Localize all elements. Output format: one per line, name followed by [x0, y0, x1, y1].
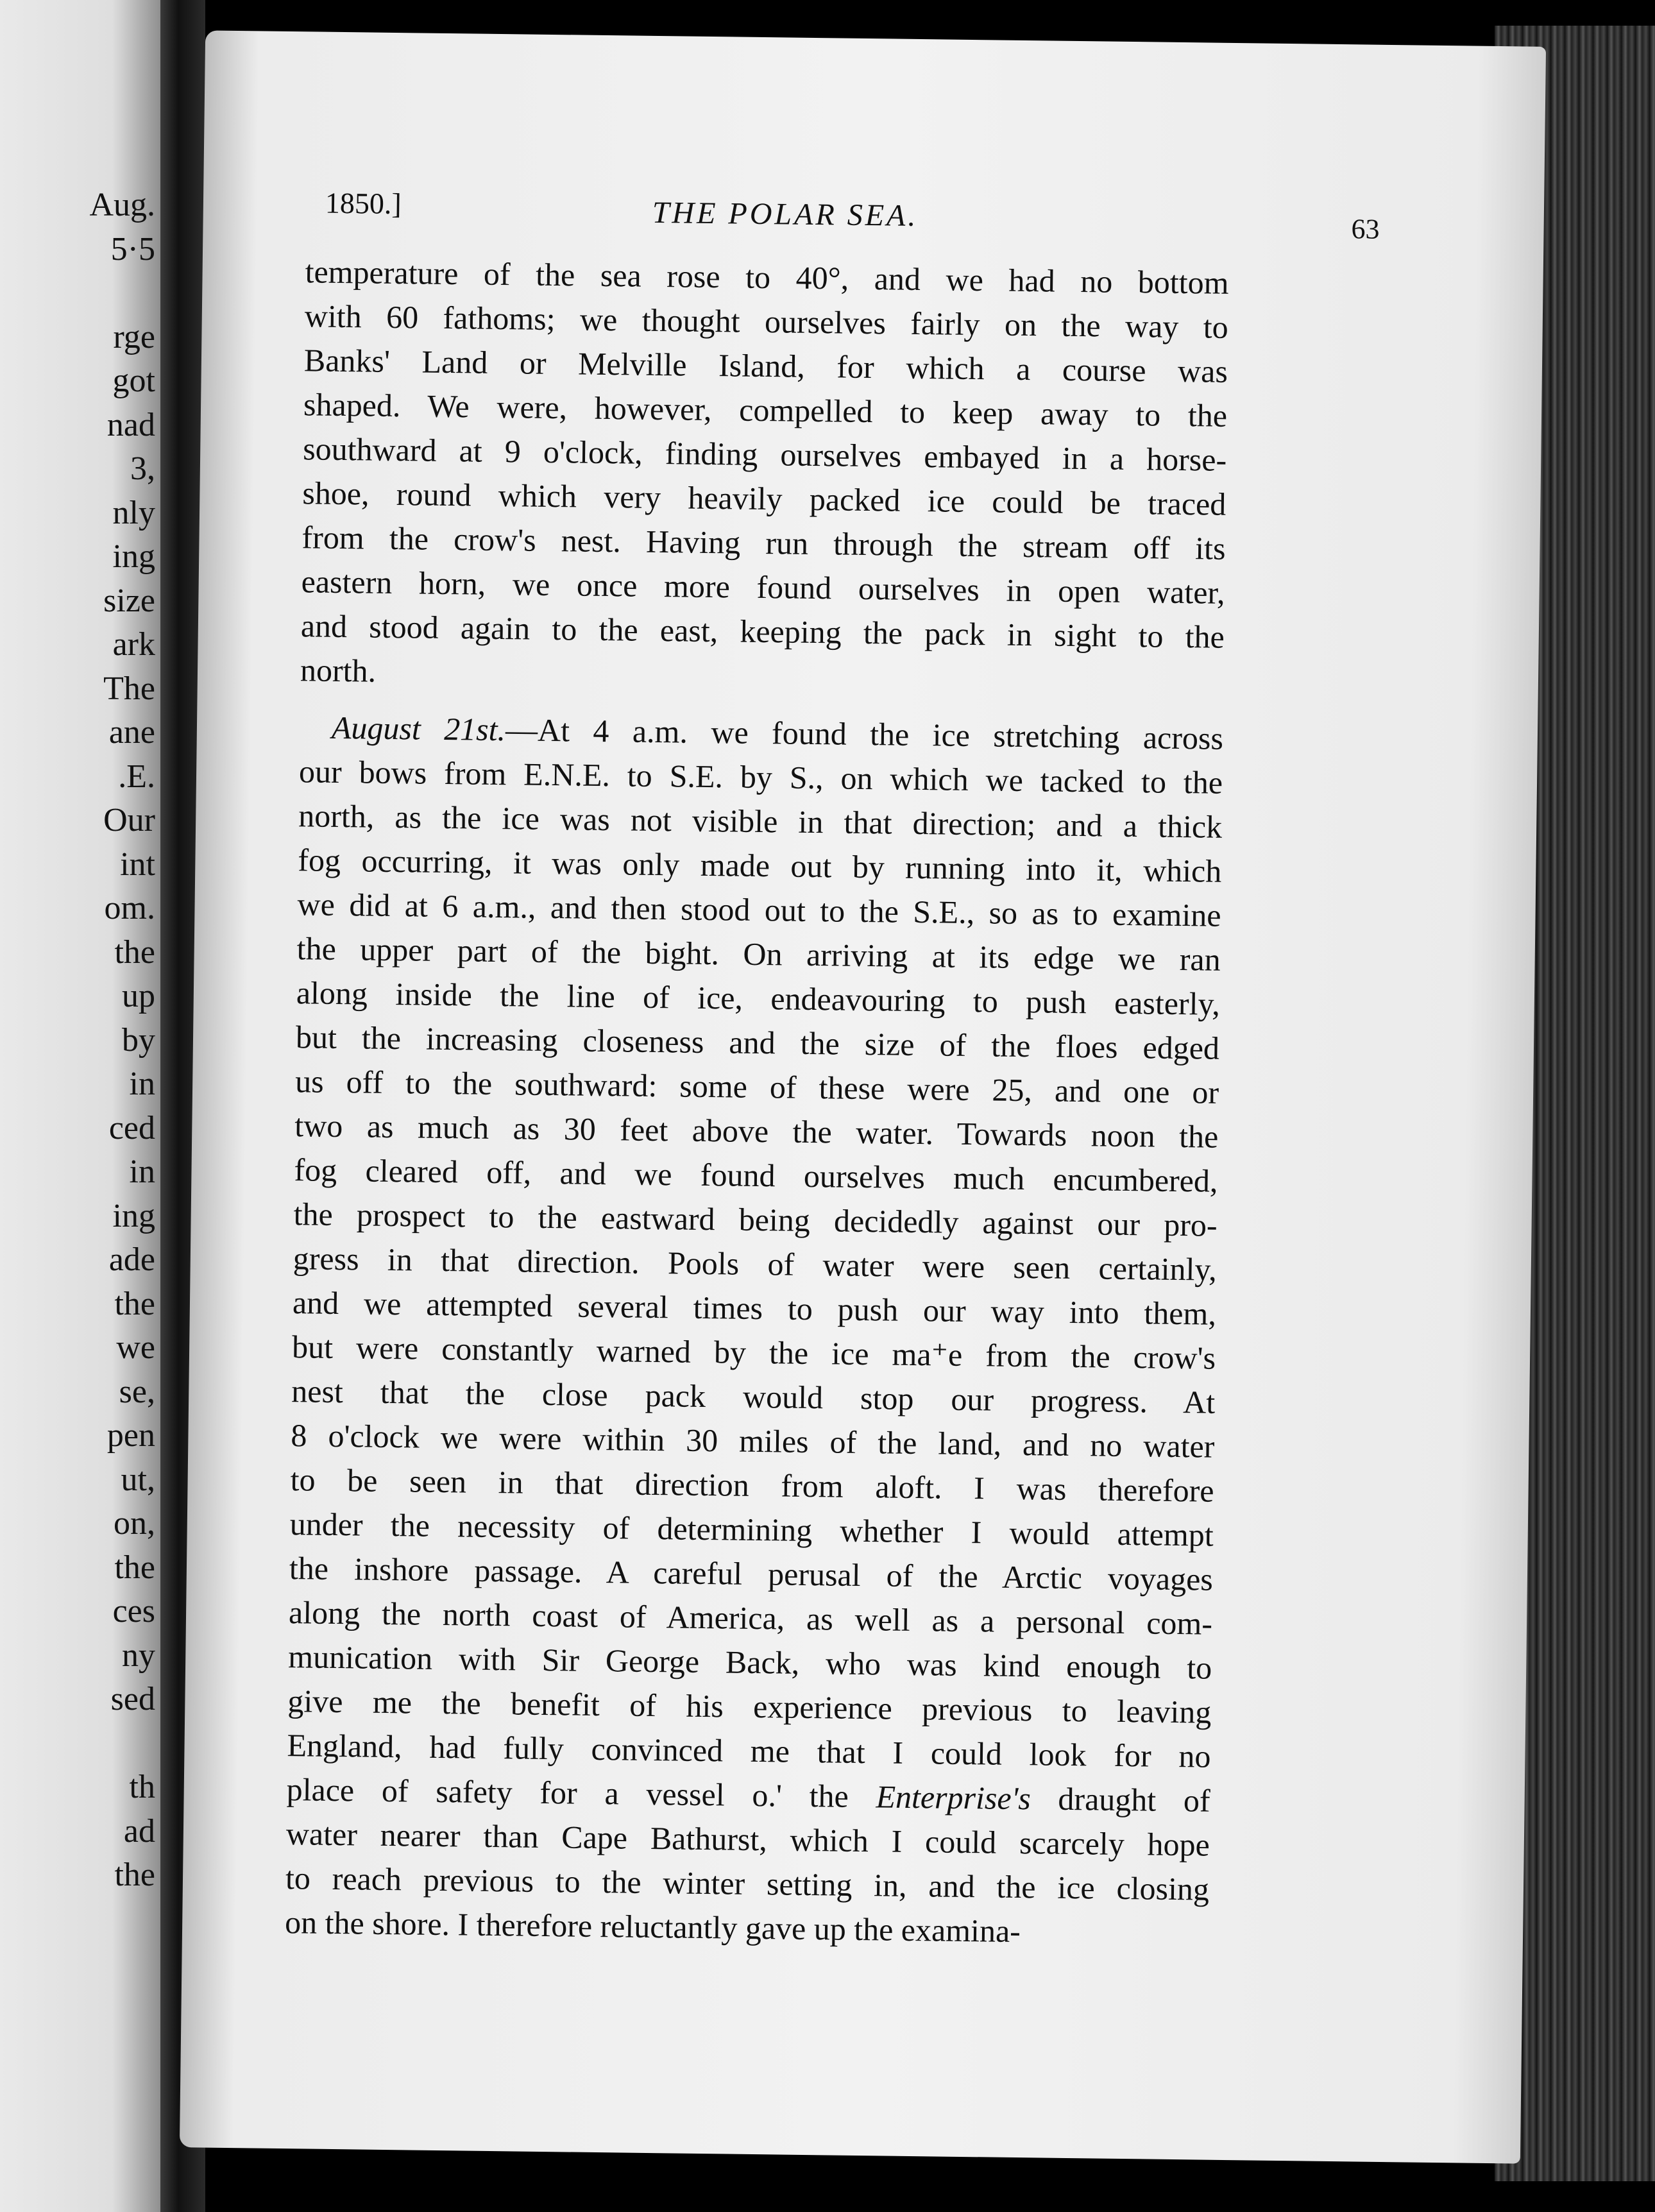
header-year: 1850.]	[325, 186, 402, 221]
text-line: north, as the ice was not visible in that direction; and a thick	[298, 797, 1223, 845]
text-line: the prospect to the eastward being decidedly against our pro-	[293, 1196, 1218, 1243]
text-line: and we attempted several times to push our way into them,	[292, 1284, 1217, 1332]
left-page-line: ade	[108, 1241, 155, 1278]
text-line: our bows from E.N.E. to S.E. by S., on which we tacked to the	[298, 753, 1223, 801]
left-facing-page	[0, 0, 160, 2212]
text-line: shaped. We were, however, compelled to keep away to the	[303, 386, 1228, 434]
text-line: with 60 fathoms; we thought ourselves fairly on the way to	[304, 298, 1229, 345]
text-line: north.	[300, 652, 377, 689]
left-page-line: int	[120, 846, 155, 883]
ship-name: Enterprise's	[876, 1778, 1031, 1817]
text-line: and stood again to the east, keeping the pack in sight to the	[300, 608, 1225, 655]
left-page-line: th	[129, 1769, 155, 1805]
left-page-line: Aug.	[89, 187, 155, 223]
left-page-line: rge	[113, 318, 155, 355]
text-line: us off to the southward: some of these were 25, and one or	[294, 1063, 1219, 1110]
text-line: give me the benefit of his experience previous to leaving	[287, 1683, 1212, 1730]
left-page-line: ut,	[121, 1461, 155, 1498]
left-page-line: ane	[108, 714, 155, 751]
text-line: from the crow's nest. Having run through the stream off its	[301, 519, 1226, 566]
left-page-line: ing	[112, 1197, 155, 1234]
text-line: 8 o'clock we were within 30 miles of the land, and no water	[291, 1417, 1215, 1465]
text-fragment: place of safety for a vessel o.' the	[286, 1771, 876, 1815]
left-page-line: 5·5	[110, 230, 155, 268]
text-fragment: —At 4 a.m. we found the ice stretching across	[505, 711, 1224, 756]
book-page	[180, 30, 1546, 2163]
left-page-line: om.	[104, 890, 155, 926]
left-page-line: ny	[122, 1637, 155, 1674]
left-page-line: in	[129, 1066, 155, 1102]
left-page-line: pen	[106, 1417, 155, 1454]
text-line: nest that the close pack would stop our progress. At	[291, 1373, 1216, 1420]
text-line: under the necessity of determining whether I would attempt	[289, 1506, 1214, 1553]
left-page-line: sed	[110, 1681, 155, 1717]
text-line: water nearer than Cape Bathurst, which I could scarcely hope	[285, 1816, 1210, 1863]
text-line: but were constantly warned by the ice ma⁺e from the crow's	[291, 1329, 1216, 1376]
date-heading: August 21st.	[331, 709, 506, 748]
left-page-line: got	[112, 362, 155, 399]
text-line: southward at 9 o'clock, finding ourselves embayed in a horse-	[302, 430, 1227, 478]
text-line: along inside the line of ice, endeavouring to push easterly,	[296, 974, 1221, 1022]
left-page-line: the	[114, 933, 155, 971]
text-line: to reach previous to the winter setting in, and the ice closing	[285, 1860, 1210, 1907]
text-line: fog occurring, it was only made out by running into it, which	[298, 842, 1222, 889]
text-line: along the north coast of America, as well as a personal com-	[288, 1594, 1213, 1642]
page-number: 63	[1351, 213, 1380, 245]
text-line: the upper part of the bight. On arriving at its edge we ran	[296, 930, 1221, 978]
text-line: shoe, round which very heavily packed ice could be traced	[302, 475, 1226, 522]
text-line: temperature of the sea rose to 40°, and we had no bottom	[305, 253, 1229, 301]
left-page-line: Our	[103, 802, 155, 838]
text-line: eastern horn, we once more found ourselves in open water,	[301, 563, 1225, 611]
left-page-line: nly	[112, 494, 155, 531]
left-page-line: by	[122, 1021, 155, 1059]
running-head	[325, 186, 1403, 251]
left-page-line: ces	[112, 1593, 155, 1629]
paragraph-1	[300, 250, 1229, 717]
left-page-line: up	[122, 978, 155, 1014]
left-page-line: we	[116, 1329, 155, 1366]
left-page-line: ced	[108, 1109, 155, 1146]
left-page-line: 3,	[130, 450, 155, 487]
left-page-line: The	[103, 670, 155, 707]
text-line: two as much as 30 feet above the water. Towards noon the	[294, 1107, 1219, 1155]
left-page-line: ing	[112, 538, 155, 575]
left-page-line: the	[114, 1549, 155, 1586]
left-page-line: size	[103, 582, 155, 619]
left-page-line: on,	[114, 1505, 155, 1542]
left-page-line: ad	[123, 1812, 155, 1850]
text-fragment: draught of	[1030, 1780, 1210, 1819]
paragraph-2	[285, 705, 1223, 1955]
left-page-line: nad	[106, 406, 155, 443]
left-page-line: .E.	[118, 758, 155, 795]
text-line: fog cleared off, and we found ourselves much encumbered,	[294, 1152, 1218, 1199]
body-text	[285, 250, 1229, 1955]
text-line: gress in that direction. Pools of water were seen certainly,	[293, 1240, 1218, 1288]
text-line: England, had fully convinced me that I could look for no	[287, 1727, 1211, 1774]
text-line: munication with Sir George Back, who was kind enough to	[287, 1638, 1212, 1686]
left-page-line: in	[129, 1153, 155, 1190]
text-line: we did at 6 a.m., and then stood out to the S.E., so as to examine	[297, 886, 1221, 933]
text-line: on the shore. I therefore reluctantly gave up the examina-	[284, 1904, 1021, 1950]
left-page-line: the	[114, 1285, 155, 1322]
left-page-line: the	[114, 1857, 155, 1893]
left-page-line: ark	[112, 626, 155, 663]
text-line: but the increasing closeness and the size of the floes edged	[295, 1019, 1220, 1066]
text-line: Banks' Land or Melville Island, for which a course was	[303, 342, 1228, 389]
text-line: the inshore passage. A careful perusal of the Arctic voyages	[289, 1550, 1214, 1597]
header-title: THE POLAR SEA.	[652, 195, 919, 233]
left-page-line: se,	[119, 1373, 155, 1410]
text-line: to be seen in that direction from aloft. I was therefore	[290, 1461, 1214, 1509]
